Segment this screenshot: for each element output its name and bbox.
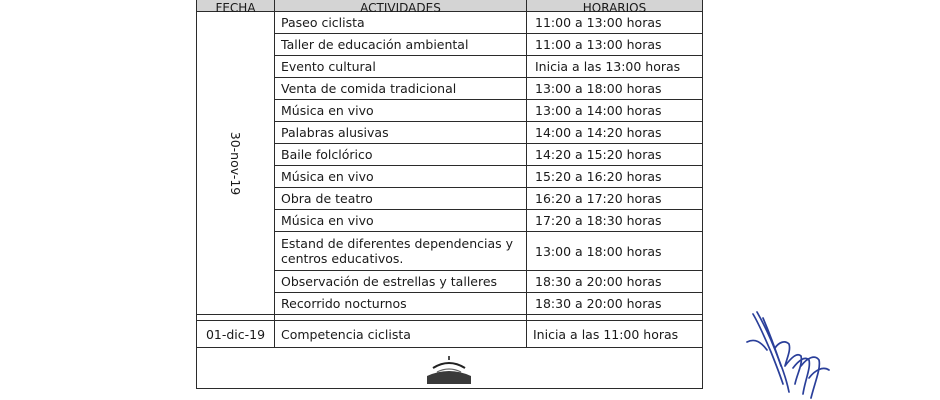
activity-cell: Observación de estrellas y talleres (275, 271, 527, 293)
time-cell: 18:30 a 20:00 horas (527, 293, 703, 315)
time-cell: 13:00 a 18:00 horas (527, 78, 703, 100)
footer-cell (197, 348, 703, 389)
activity-cell: Obra de teatro (275, 188, 527, 210)
time-cell: Inicia a las 13:00 horas (527, 56, 703, 78)
table-row (197, 321, 703, 348)
activity-cell: Música en vivo (275, 210, 527, 232)
activity-cell: Taller de educación ambiental (275, 34, 527, 56)
time-cell: 13:00 a 18:00 horas (527, 232, 703, 271)
table-header-row (197, 0, 703, 12)
handwritten-signature (745, 308, 845, 400)
date-cell-01-dic: 01-dic-19 (197, 321, 275, 348)
activity-cell: Palabras alusivas (275, 122, 527, 144)
activity-cell: Recorrido nocturnos (275, 293, 527, 315)
activity-cell: Evento cultural (275, 56, 527, 78)
times-column-header: HORARIOS (527, 0, 703, 12)
time-cell: 11:00 a 13:00 horas (527, 12, 703, 34)
activity-cell: Competencia ciclista (275, 321, 527, 348)
time-cell: Inicia a las 11:00 horas (527, 321, 703, 348)
time-cell: 18:30 a 20:00 horas (527, 271, 703, 293)
date-cell-30-nov (197, 12, 275, 315)
time-cell: 16:20 a 17:20 horas (527, 188, 703, 210)
date-column-header: FECHA (197, 0, 275, 12)
time-cell: 14:00 a 14:20 horas (527, 122, 703, 144)
activity-cell: Venta de comida tradicional (275, 78, 527, 100)
time-cell: 14:20 a 15:20 horas (527, 144, 703, 166)
date-label: 30-nov-19 (228, 131, 243, 195)
footer-row (197, 348, 703, 389)
time-cell: 17:20 a 18:30 horas (527, 210, 703, 232)
time-cell: 13:00 a 14:00 horas (527, 100, 703, 122)
time-cell: 15:20 a 16:20 horas (527, 166, 703, 188)
activities-schedule-table (196, 0, 703, 389)
activity-cell: Música en vivo (275, 166, 527, 188)
activity-cell: Música en vivo (275, 100, 527, 122)
time-cell: 11:00 a 13:00 horas (527, 34, 703, 56)
activity-cell: Baile folclórico (275, 144, 527, 166)
official-seal-icon (423, 354, 475, 384)
activities-column-header: ACTIVIDADES (275, 0, 527, 12)
activity-cell: Paseo ciclista (275, 12, 527, 34)
activity-cell: Estand de diferentes dependencias y centros educativos. (275, 232, 527, 271)
